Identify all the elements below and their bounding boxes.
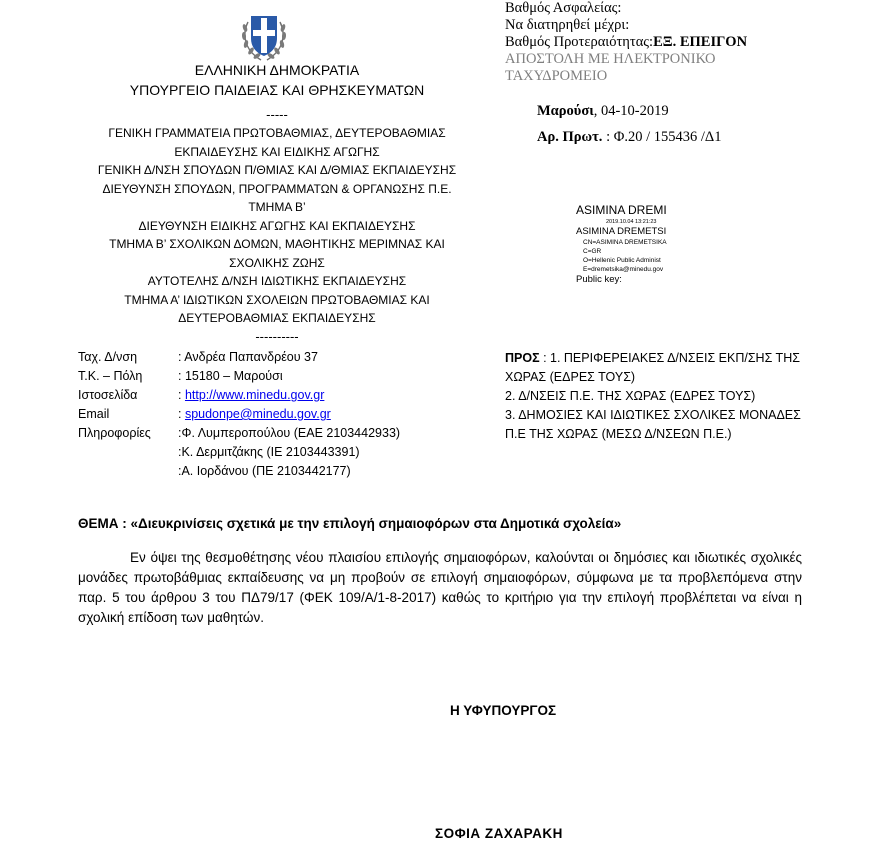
date-place: Μαρούσι — [537, 103, 594, 119]
contact-value: : 15180 – Μαρούσι — [178, 369, 283, 383]
contact-label — [78, 462, 178, 481]
contact-details — [78, 348, 498, 481]
contact-label: Ταχ. Δ/νση — [78, 350, 138, 364]
recipient-line: 2. Δ/ΝΣΕΙΣ Π.Ε. ΤΗΣ ΧΩΡΑΣ (ΕΔΡΕΣ ΤΟΥΣ) — [505, 389, 756, 403]
contact-value: : — [178, 388, 185, 402]
greek-coat-of-arms-icon — [239, 10, 289, 64]
recipient-line: ΧΩΡΑΣ (ΕΔΡΕΣ ΤΟΥΣ) — [505, 370, 636, 384]
date-value: , 04-10-2019 — [593, 103, 669, 119]
retain-until: Να διατηρηθεί μέχρι: — [505, 17, 630, 33]
signature-name-full: ASIMINA DREMETSI — [576, 226, 667, 237]
priority-value: ΕΞ. ΕΠΕΙΓΟΝ — [653, 34, 748, 50]
department-line: ΑΥΤΟΤΕΛΗΣ Δ/ΝΣΗ ΙΔΙΩΤΙΚΗΣ ΕΚΠΑΙΔΕΥΣΗΣ — [147, 274, 407, 288]
recipient-line: 3. ΔΗΜΟΣΙΕΣ ΚΑΙ ΙΔΙΩΤΙΚΕΣ ΣΧΟΛΙΚΕΣ ΜΟΝΑΔΕΣ — [505, 408, 801, 422]
department-line: ΤΜΗΜΑ Β’ ΣΧΟΛΙΚΩΝ ΔΟΜΩΝ, ΜΑΘΗΤΙΚΗΣ ΜΕΡΙΜΝΑΣ ΚΑΙ — [109, 237, 445, 251]
document-subject: ΘΕΜΑ : «Διευκρινίσεις σχετικά με την επιλογή σημαιοφόρων στα Δημοτικά σχολεία» — [78, 516, 622, 531]
signature-email: E=dremetsika@minedu.gov — [583, 266, 664, 273]
delivery-method: ΑΠΟΣΤΟΛΗ ΜΕ ΗΛΕΚΤΡΟΝΙΚΟ — [505, 51, 716, 67]
department-line: ΕΚΠΑΙΔΕΥΣΗΣ ΚΑΙ ΕΙΔΙΚΗΣ ΑΓΩΓΗΣ — [174, 144, 380, 159]
contact-label — [78, 443, 178, 462]
department-line: ΣΧΟΛΙΚΗΣ ΖΩΗΣ — [229, 255, 325, 270]
contact-label: Email — [78, 407, 110, 421]
signer-title: Η ΥΦΥΠΟΥΡΓΟΣ — [450, 703, 557, 718]
contact-row — [78, 348, 498, 367]
contact-row — [78, 462, 498, 481]
separator: ----- — [266, 107, 288, 122]
delivery-method: ΤΑΧΥΔΡΟΜΕΙΟ — [505, 68, 608, 84]
signature-country: C=GR — [583, 248, 602, 255]
priority-line — [505, 34, 875, 51]
contact-value: : Ανδρέα Παπανδρέου 37 — [178, 350, 318, 364]
security-level: Βαθμός Ασφαλείας: — [505, 0, 622, 16]
signature-timestamp: 2019.10.04 13:21:23 — [606, 219, 657, 225]
recipient-text: : 1. ΠΕΡΙΦΕΡΕΙΑΚΕΣ Δ/ΝΣΕΙΣ ΕΚΠ/ΣΗΣ ΤΗΣ — [539, 351, 800, 365]
protocol-number — [537, 129, 721, 146]
email-link[interactable]: spudonpe@minedu.gov.gr — [184, 407, 331, 421]
signature-cn: CN=ASIMINA DREMETSIKA — [583, 239, 667, 246]
department-line: ΔΙΕΥΘΥΝΣΗ ΕΙΔΙΚΗΣ ΑΓΩΓΗΣ ΚΑΙ ΕΚΠΑΙΔΕΥΣΗΣ — [138, 218, 416, 233]
department-line: ΔΕΥΤΕΡΟΒΑΘΜΙΑΣ ΕΚΠΑΙΔΕΥΣΗΣ — [178, 311, 376, 325]
protocol-label: Αρ. Πρωτ. — [537, 129, 603, 145]
priority-label: Βαθμός Προτεραιότητας: — [505, 34, 654, 50]
department-line: ΓΕΝΙΚΗ ΓΡΑΜΜΑΤΕΙΑ ΠΡΩΤΟΒΑΘΜΙΑΣ, ΔΕΥΤΕΡΟΒΑΘΜΙΑΣ — [108, 126, 446, 140]
signature-org: O=Hellenic Public Administ — [583, 257, 661, 264]
digital-signature — [576, 203, 681, 298]
department-line: ΤΜΗΜΑ Α’ ΙΔΙΩΤΙΚΩΝ ΣΧΟΛΕΙΩΝ ΠΡΩΤΟΒΑΘΜΙΑΣ ΚΑΙ — [124, 292, 430, 307]
contact-label: Ιστοσελίδα — [78, 388, 138, 402]
issuer-header — [52, 60, 502, 346]
contact-row — [78, 405, 498, 424]
department-line: ΤΜΗΜΑ Β’ — [248, 200, 306, 214]
state-name: ΕΛΛΗΝΙΚΗ ΔΗΜΟΚΡΑΤΙΑ — [194, 62, 360, 78]
website-link[interactable]: http://www.minedu.gov.gr — [184, 388, 325, 402]
contact-value: :Α. Ιορδάνου (ΠΕ 2103442177) — [178, 464, 351, 478]
contact-row — [78, 443, 498, 462]
signature-name: ASIMINA DREMI — [576, 203, 667, 217]
department-line: ΔΙΕΥΘΥΝΣΗ ΣΠΟΥΔΩΝ, ΠΡΟΓΡΑΜΜΑΤΩΝ & ΟΡΓΑΝΩΣΗΣ Π.Ε. — [102, 181, 452, 196]
contact-row — [78, 367, 498, 386]
protocol-value: : Φ.20 / 155436 /Δ1 — [602, 129, 722, 145]
contact-label: Τ.Κ. – Πόλη — [78, 369, 143, 383]
contact-row — [78, 424, 498, 443]
recipients-block — [505, 349, 835, 444]
signature-public-key: Public key: — [576, 274, 622, 285]
classification-block — [505, 0, 875, 85]
signer-name: ΣΟΦΙΑ ΖΑΧΑΡΑΚΗ — [435, 826, 563, 841]
contact-value: :Φ. Λυμπεροπούλου (ΕΑΕ 2103442933) — [178, 426, 401, 440]
body-paragraph: Εν όψει της θεσμοθέτησης νέου πλαισίου επιλογής σημαιοφόρων, καλούνται οι δημόσιες και ιδιωτικές σχολικές μονάδες πρωτοβάθμιας εκπαίδευσης να μη προβούν σε επιλογή σημαιοφόρων, σύμφωνα με τα προβλεπόμενα στην παρ. 5 του άρθρου 3 του ΠΔ79/17 (ΦΕΚ 109/Α/1-8-2017) καθώς το κριτήριο για την επιλογή προβλέπεται να είναι η σχολική επίδοση των μαθητών. — [78, 550, 802, 625]
recipient-line: Π.Ε ΤΗΣ ΧΩΡΑΣ (ΜΕΣΩ Δ/ΝΣΕΩΝ Π.Ε.) — [505, 427, 732, 441]
contact-value: :Κ. Δερμιτζάκης (ΙΕ 2103443391) — [178, 445, 360, 459]
ministry-name: ΥΠΟΥΡΓΕΙΟ ΠΑΙΔΕΙΑΣ ΚΑΙ ΘΡΗΣΚΕΥΜΑΤΩΝ — [129, 82, 425, 98]
recipient-line — [505, 349, 835, 368]
recipients-label: ΠΡΟΣ — [505, 351, 540, 365]
separator: ---------- — [255, 328, 299, 344]
contact-row — [78, 386, 498, 405]
department-line: ΓΕΝΙΚΗ Δ/ΝΣΗ ΣΠΟΥΔΩΝ Π/ΘΜΙΑΣ ΚΑΙ Δ/ΘΜΙΑΣ ΕΚΠΑΙΔΕΥΣΗΣ — [97, 163, 457, 177]
contact-value: : — [178, 407, 185, 421]
contact-label: Πληροφορίες — [78, 426, 151, 440]
document-date — [537, 103, 669, 120]
